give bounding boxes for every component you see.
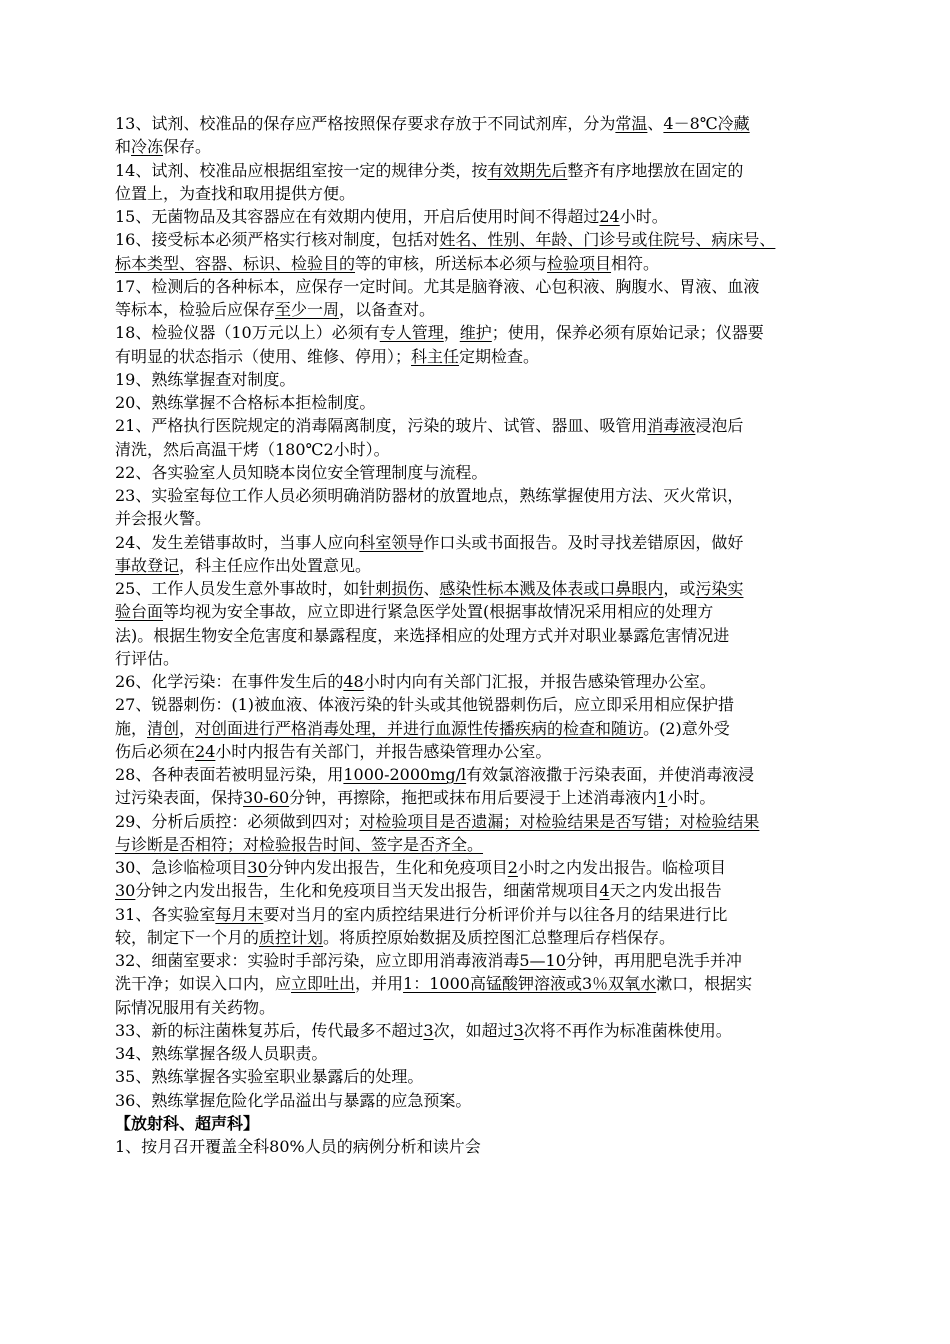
text-line	[115, 810, 850, 833]
text-line	[115, 996, 850, 1019]
text-run: 31、各实验室	[115, 904, 216, 924]
underlined-text: 与诊断是否相符；对检验报告时间、签字是否齐全。	[115, 834, 484, 854]
text-line	[115, 554, 850, 577]
text-line	[115, 926, 850, 949]
underlined-text: 30	[247, 858, 268, 877]
text-run: 分钟，再擦除，拖把或抹布用后要浸于上述消毒液内	[289, 788, 658, 808]
text-run: 清洗，然后高温干烤（180℃2小时）。	[115, 439, 390, 459]
underlined-text: 科室领导	[359, 532, 424, 552]
underlined-text: 验台面	[115, 602, 164, 622]
text-line	[115, 461, 850, 484]
text-run: 13、试剂、校准品的保存应严格按照保存要求存放于不同试剂库，分为	[115, 114, 616, 133]
text-line	[115, 438, 850, 461]
text-run: ，并用	[355, 974, 404, 994]
text-run: ，以备查对。	[339, 300, 436, 319]
underlined-text: 1000-2000mg/l	[343, 765, 467, 784]
text-run: 26、化学污染：在事件发生后的	[115, 672, 344, 691]
text-run: 天之内发出报告	[609, 881, 722, 901]
text-line	[115, 531, 850, 554]
text-line	[115, 205, 850, 228]
text-run: 和	[115, 137, 132, 157]
text-run: 14、试剂、校准品应根据组室按一定的规律分类，按	[115, 160, 488, 180]
text-run: 。将质控原始数据及质控图汇总整理后存档保存。	[323, 927, 676, 947]
text-line	[115, 903, 850, 926]
text-run: 施，	[115, 718, 148, 738]
text-run: 29、分析后质控：必须做到四对；	[115, 811, 360, 831]
underlined-text: 检验项目	[547, 253, 612, 273]
text-run: 34、熟练掌握各级人员职责。	[115, 1044, 328, 1063]
underlined-text: 污染实	[695, 579, 744, 598]
text-line	[115, 252, 850, 275]
text-line	[115, 182, 850, 205]
text-run: 并会报火警。	[115, 509, 212, 529]
underlined-text: 姓名、性别、年龄、门诊号或住院号、病床号、	[439, 230, 776, 250]
text-line	[115, 507, 850, 530]
text-run: ；使用，保养必须有原始记录；仪器要	[491, 323, 764, 343]
underlined-text: 30	[115, 881, 136, 901]
text-line	[115, 112, 850, 135]
text-run: 20、熟练掌握不合格标本拒检制度。	[115, 393, 376, 412]
text-run: 浸泡后	[695, 416, 744, 436]
text-run: 。(2)意外受	[643, 718, 730, 738]
text-run: 小时。	[667, 788, 716, 808]
text-line	[115, 298, 850, 321]
text-run: 30、急诊临检项目	[115, 858, 248, 877]
text-run: 28、各种表面若被明显污染，用	[115, 765, 344, 784]
text-run: 次将不再作为标准菌株使用。	[523, 1020, 732, 1040]
text-line	[115, 391, 850, 414]
text-line	[115, 484, 850, 507]
underlined-text: 3	[423, 1020, 434, 1040]
text-run: 小时。	[619, 207, 668, 226]
text-run: 要对当月的室内质控结果进行分析评价并与以往各月的结果进行比	[263, 904, 728, 924]
text-run: 有效氯溶液撒于污染表面，并使消毒液浸	[466, 765, 755, 784]
text-run: 漱口，根据实	[656, 974, 753, 994]
text-line	[115, 1089, 850, 1112]
text-line	[115, 972, 850, 995]
text-run: 分钟，再用肥皂洗手并冲	[565, 951, 742, 970]
text-line	[115, 833, 850, 856]
text-run: ，或	[663, 579, 696, 598]
text-run: 22、各实验室人员知晓本岗位安全管理制度与流程。	[115, 462, 488, 482]
underlined-text: 常温	[615, 114, 648, 133]
underlined-text: 感染性标本溅及体表或口鼻眼内	[439, 579, 664, 598]
text-line	[115, 1042, 850, 1065]
document-body	[115, 112, 850, 1158]
text-run: 等的审核，所送标本必须与	[355, 253, 548, 273]
text-line	[115, 228, 850, 251]
text-run: 作口头或书面报告。及时寻找差错原因，做好	[423, 532, 744, 552]
text-run: 21、严格执行医院规定的消毒隔离制度，污染的玻片、试管、器皿、吸管用	[115, 416, 648, 436]
text-run: 17、检测后的各种标本，应保存一定时间。尤其是脑脊液、心包积液、胸腹水、胃液、血液	[115, 276, 760, 296]
text-run: 过污染表面，保持	[115, 788, 244, 808]
text-run: 际情况服用有关药物。	[115, 997, 276, 1017]
underlined-text: 专人管理	[379, 323, 444, 343]
underlined-text: 1：1000高锰酸钾溶液或3％双氧水	[403, 974, 657, 994]
underlined-text: 至少一周	[275, 300, 340, 319]
text-run: ，	[179, 718, 196, 738]
text-line	[115, 321, 850, 344]
text-line	[115, 368, 850, 391]
text-run: 15、无菌物品及其容器应在有效期内使用，开启后使用时间不得超过	[115, 207, 600, 226]
text-run: 19、熟练掌握查对制度。	[115, 369, 296, 389]
text-line	[115, 717, 850, 740]
text-line	[115, 1135, 850, 1158]
text-line	[115, 1065, 850, 1088]
underlined-text: 消毒液	[647, 416, 696, 436]
underlined-text: 维护	[459, 323, 492, 343]
text-run: 27、锐器刺伤：(1)被血液、体液污染的针头或其他锐器刺伤后，应立即采用相应保护措	[115, 695, 735, 715]
underlined-text: 有效期先后	[487, 160, 568, 180]
underlined-text: 48	[343, 672, 364, 691]
text-run: 伤后必须在	[115, 741, 196, 761]
text-line	[115, 1112, 850, 1135]
underlined-text: 对创面进行严格消毒处理，并进行血源性传播疾病的检查和随访	[195, 718, 644, 738]
text-run: 等标本，检验后应保存	[115, 300, 276, 319]
underlined-text: 24	[195, 741, 216, 761]
text-line	[115, 763, 850, 786]
underlined-text: 2	[507, 858, 518, 877]
text-run: 法)。根据生物安全危害度和暴露程度，来选择相应的处理方式并对职业暴露危害情况进	[115, 625, 730, 645]
text-run: 35、熟练掌握各实验室职业暴露后的处理。	[115, 1067, 424, 1087]
text-run: 定期检查。	[459, 346, 540, 366]
underlined-text: 24	[599, 207, 620, 226]
text-run: 25、工作人员发生意外事故时，如	[115, 579, 360, 598]
underlined-text: 4	[599, 881, 610, 901]
text-run: 小时内向有关部门汇报，并报告感染管理办公室。	[363, 672, 716, 691]
underlined-text: 3	[513, 1020, 524, 1040]
text-line	[115, 740, 850, 763]
text-run: 洗干净；如误入口内，应	[115, 974, 292, 994]
section-heading: 【放射科、超声科】	[115, 1113, 260, 1133]
text-run: 36、熟练掌握危险化学品溢出与暴露的应急预案。	[115, 1090, 472, 1110]
text-run: 位置上，为查找和取用提供方便。	[115, 183, 356, 203]
text-run: 、	[647, 114, 664, 133]
text-line	[115, 159, 850, 182]
underlined-text: 冷冻	[131, 137, 164, 157]
text-line	[115, 600, 850, 623]
text-run: 16、接受标本必须严格实行核对制度，包括对	[115, 230, 440, 250]
underlined-text: 立即吐出	[291, 974, 356, 994]
text-run: 32、细菌室要求：实验时手部污染，应立即用消毒液消毒	[115, 951, 520, 970]
text-run: 33、新的标注菌株复苏后，传代最多不超过	[115, 1020, 424, 1040]
text-run: 分钟之内发出报告，生化和免疫项目当天发出报告，细菌常规项目	[135, 881, 600, 901]
text-line	[115, 670, 850, 693]
text-run: 23、实验室每位工作人员必须明确消防器材的放置地点，熟练掌握使用方法、灭火常识，	[115, 486, 744, 505]
text-line	[115, 577, 850, 600]
text-run: ，	[443, 323, 460, 343]
underlined-text: 质控计划	[259, 927, 324, 947]
text-run: 小时内报告有关部门，并报告感染管理办公室。	[215, 741, 552, 761]
underlined-text: 清创	[147, 718, 180, 738]
underlined-text: 每月末	[215, 904, 264, 924]
text-run: 整齐有序地摆放在固定的	[567, 160, 744, 180]
text-run: 小时之内发出报告。临检项目	[517, 858, 726, 877]
text-run: 1、按月召开覆盖全科80%人员的病例分析和读片会	[115, 1137, 481, 1156]
underlined-text: 30-60	[243, 788, 290, 808]
text-run: 行评估。	[115, 648, 180, 668]
text-line	[115, 786, 850, 809]
text-run: 分钟内发出报告，生化和免疫项目	[267, 858, 508, 877]
text-line	[115, 1019, 850, 1042]
text-line	[115, 414, 850, 437]
text-run: 保存。	[163, 137, 212, 157]
text-line	[115, 949, 850, 972]
underlined-text: 标本类型、容器、标识、检验目的	[115, 253, 356, 273]
text-run: 18、检验仪器（10万元以上）必须有	[115, 323, 380, 343]
text-line	[115, 879, 850, 902]
underlined-text: 5—10	[519, 951, 566, 970]
text-line	[115, 693, 850, 716]
underlined-text: 4－8℃冷藏	[663, 114, 750, 133]
text-line	[115, 135, 850, 158]
text-run: 24、发生差错事故时，当事人应向	[115, 532, 360, 552]
text-run: 次，如超过	[433, 1020, 514, 1040]
text-run: 较，制定下一个月的	[115, 927, 260, 947]
text-run: ，科主任应作出处置意见。	[179, 555, 372, 575]
underlined-text: 事故登记	[115, 555, 180, 575]
text-line	[115, 345, 850, 368]
text-line	[115, 275, 850, 298]
underlined-text: 1	[657, 788, 668, 808]
text-line	[115, 624, 850, 647]
text-run: 相符。	[611, 253, 660, 273]
text-run: 等均视为安全事故，应立即进行紧急医学处置(根据事故情况采用相应的处理方	[163, 602, 714, 622]
underlined-text: 对检验项目是否遗漏；对检验结果是否写错；对检验结果	[359, 811, 760, 831]
text-run: 有明显的状态指示（使用、维修、停用）；	[115, 346, 412, 366]
underlined-text: 针刺损伤	[359, 579, 424, 598]
underlined-text: 科主任	[411, 346, 460, 366]
text-run: 、	[423, 579, 440, 598]
text-line	[115, 647, 850, 670]
text-line	[115, 856, 850, 879]
